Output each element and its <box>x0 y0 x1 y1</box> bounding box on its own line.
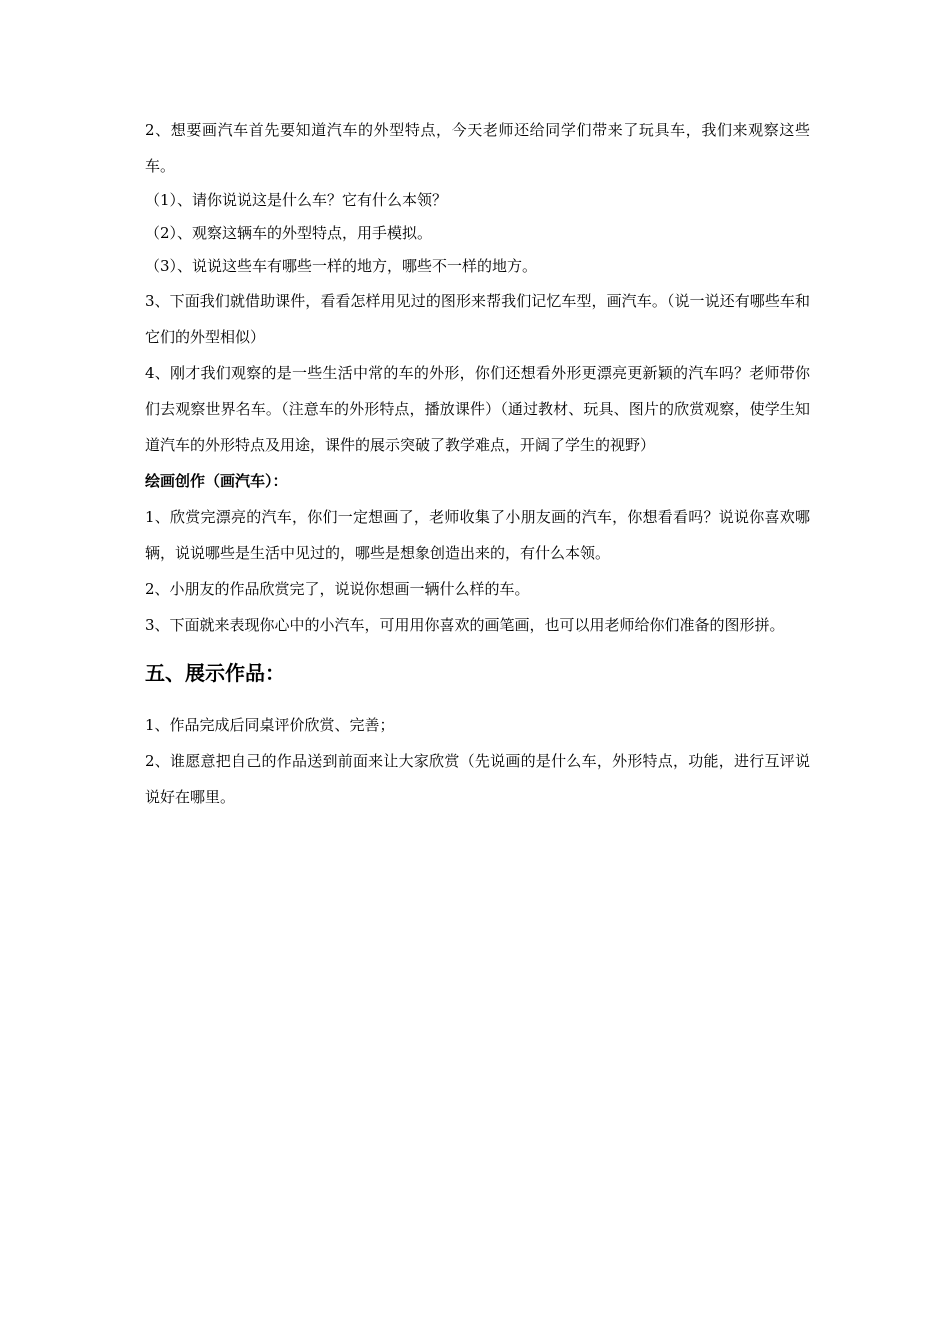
drawing-section-label: 绘画创作（画汽车）： <box>145 472 288 490</box>
paragraph-courseware: 3、下面我们就借助课件，看看怎样用见过的图形来帮我们记忆车型，画汽车。（说一说还有哪些车和它们的外型相似） <box>145 292 810 346</box>
drawing-item-2: 2、小朋友的作品欣赏完了，说说你想画一辆什么样的车。 <box>145 580 530 598</box>
show-item-1: 1、作品完成后同桌评价欣赏、完善； <box>145 716 395 734</box>
show-item-2: 2、谁愿意把自己的作品送到前面来让大家欣赏（先说画的是什么车，外形特点，功能，进行互评说说好在哪里。 <box>145 752 810 806</box>
sub-item-1: （1）、请你说说这是什么车？它有什么本领？ <box>145 191 448 209</box>
paragraph-famous-cars: 4、刚才我们观察的是一些生活中常的车的外形，你们还想看外形更漂亮更新颖的汽车吗？老师带你们去观察世界名车。（注意车的外形特点，播放课件）（通过教材、玩具、图片的欣赏观察，使学生知道汽车的外形特点及用途，课件的展示突破了教学难点，开阔了学生的视野） <box>145 364 810 454</box>
drawing-item-3: 3、下面就来表现你心中的小汽车，可用用你喜欢的画笔画，也可以用老师给你们准备的图形拼。 <box>145 616 785 634</box>
drawing-item-1: 1、欣赏完漂亮的汽车，你们一定想画了，老师收集了小朋友画的汽车，你想看看吗？说说你喜欢哪辆，说说哪些是生活中见过的，哪些是想象创造出来的，有什么本领。 <box>145 508 810 562</box>
sub-item-3: （3）、说说这些车有哪些一样的地方，哪些不一样的地方。 <box>145 257 538 275</box>
sub-item-2: （2）、观察这辆车的外型特点，用手模拟。 <box>145 224 433 242</box>
section-five-heading: 五、展示作品： <box>145 661 285 685</box>
paragraph-observe-toy-cars: 2、想要画汽车首先要知道汽车的外型特点，今天老师还给同学们带来了玩具车，我们来观察这些车。 <box>145 121 810 175</box>
document-page <box>145 112 810 815</box>
